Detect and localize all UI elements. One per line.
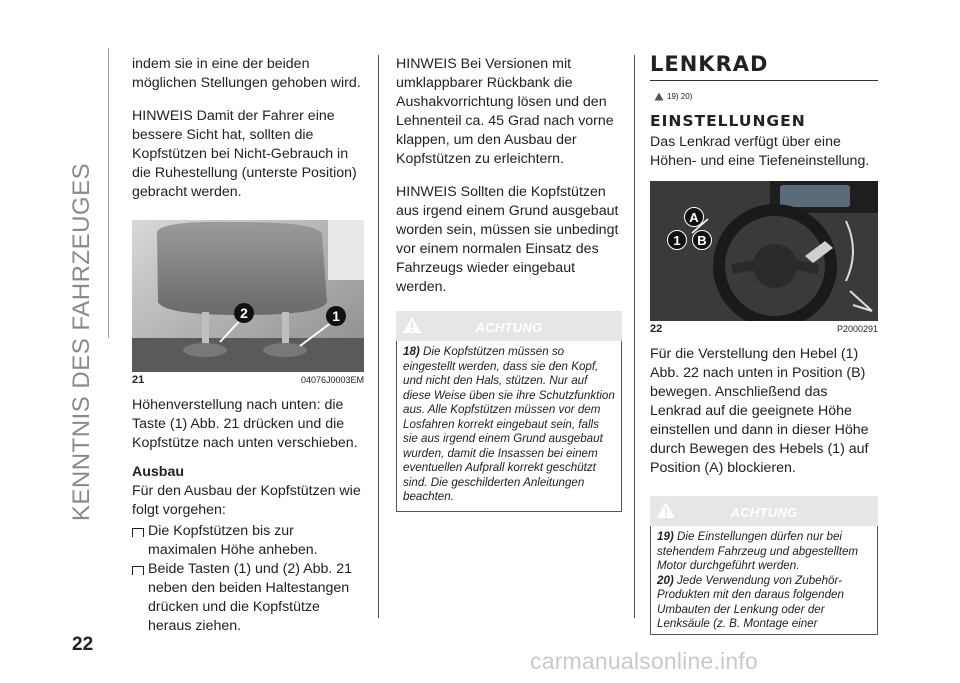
warning-box	[650, 526, 878, 635]
warning-label: ACHTUNG	[475, 320, 543, 335]
bullet-marker-icon	[132, 566, 144, 575]
list-item	[132, 522, 364, 560]
warning-references	[654, 87, 878, 106]
figure-caption	[650, 323, 878, 335]
figure-code: 04076J0003EM	[300, 375, 364, 385]
callout-1: 1	[332, 308, 340, 324]
warning-text: Jede Verwendung von Zubehör-Produkten mit den daraus folgenden Umbauten der Lenkung oder der Lenksäule (z. B. Montage einer	[657, 573, 844, 630]
warning-number: 20)	[657, 573, 674, 587]
note-paragraph: HINWEIS Damit der Fahrer eine bessere Sicht hat, sollten die Kopfstützen bei Nicht-Gebrauch in die Ruhestellung (unterste Position) gebracht werden.	[132, 108, 357, 200]
column-divider-2	[634, 55, 635, 618]
paragraph: Höhenverstellung nach unten: die Taste (1) Abb. 21 drücken und die Kopfstütze nach unten verschieben.	[132, 397, 358, 451]
warning-box	[396, 341, 622, 512]
subheading-ausbau: Ausbau	[132, 464, 185, 480]
bullet-marker-icon	[132, 528, 144, 537]
figure-code: P2000291	[836, 324, 878, 334]
list-item-text: Beide Tasten (1) und (2) Abb. 21 neben den beiden Haltestangen drücken und die Kopfstütze heraus ziehen.	[148, 561, 353, 634]
subsection-heading: EINSTELLUNGEN	[650, 112, 806, 130]
warning-triangle-icon	[654, 92, 664, 101]
column-2	[396, 55, 622, 512]
note-paragraph: HINWEIS Bei Versionen mit umklappbarer Rückbank die Aushakvorrichtung lösen und den Lehnenteil ca. 45 Grad nach vorne klappen, um den Ausbau der Kopfstützen zu erleichtern.	[396, 56, 614, 167]
warning-text: Die Kopfstützen müssen so eingestellt werden, dass sie den Kopf, und nicht den Hals, stützen. Nur auf diese Weise üben sie ihre Schutzfunktion aus. Alle Kopfstützen müssen vor dem Losfahren korrekt eingebaut sein, falls sie aus irgend einem Grund ausgebaut wurden, damit die Insassen bei einem eventuellen Aufprall korrekt geschützt sind. Die geschilderten Anleitungen beachten.	[403, 345, 615, 503]
paragraph: Das Lenkrad verfügt über eine Höhen- und eine Tiefeneinstellung.	[650, 134, 870, 169]
list-item-text: Die Kopfstützen bis zur maximalen Höhe anheben.	[148, 523, 318, 558]
figure-21-headrest	[132, 220, 364, 372]
warning-number: 18)	[403, 345, 420, 358]
list-item	[132, 560, 364, 636]
watermark: carmanualsonline.info	[530, 648, 758, 674]
callout-1: 1	[673, 233, 681, 248]
page-number: 22	[72, 634, 94, 655]
section-side-title-text: KENNTNIS DES FAHRZEUGES	[68, 162, 95, 522]
warning-text: Die Einstellungen dürfen nur bei stehendem Fahrzeug und abgestelltem Motor durchgeführt werden.	[657, 530, 859, 572]
warning-header	[396, 311, 622, 341]
figure-caption	[132, 374, 364, 386]
paragraph: Für die Verstellung den Hebel (1) Abb. 22 nach unten in Position (B) bewegen. Anschließend das Lenkrad auf die geeignete Höhe einstellen und dann in dieser Höhe durch Bewegen des Hebels (1) auf Position (A) blockieren.	[650, 346, 869, 476]
note-paragraph: HINWEIS Sollten die Kopfstützen aus irgend einem Grund ausgebaut worden sein, müssen sie unbedingt vor einem normalen Einsatz des Fahrzeugs wieder eingebaut werden.	[396, 184, 619, 295]
column-1	[132, 55, 364, 636]
warning-label: ACHTUNG	[730, 505, 798, 520]
figure-number: 21	[132, 374, 145, 386]
figure-22-steering	[650, 181, 878, 321]
figure-number: 22	[650, 323, 663, 335]
steering-illustration	[650, 181, 878, 321]
section-heading: LENKRAD	[650, 55, 878, 81]
warning-ref-text: 19) 20)	[667, 92, 693, 101]
paragraph: Für den Ausbau der Kopfstützen wie folgt vorgehen:	[132, 483, 361, 518]
paragraph: indem sie in eine der beiden möglichen Stellungen gehoben wird.	[132, 56, 361, 91]
warning-header	[650, 496, 878, 526]
warning-item	[657, 574, 871, 632]
warning-item	[657, 530, 871, 574]
column-divider-1	[378, 55, 379, 618]
column-3	[650, 52, 878, 635]
callout-a: A	[689, 210, 699, 225]
callout-2: 2	[240, 305, 248, 321]
side-divider	[108, 48, 109, 338]
warning-number: 19)	[657, 530, 674, 543]
headrest-illustration	[132, 220, 364, 372]
callout-b: B	[697, 233, 707, 248]
